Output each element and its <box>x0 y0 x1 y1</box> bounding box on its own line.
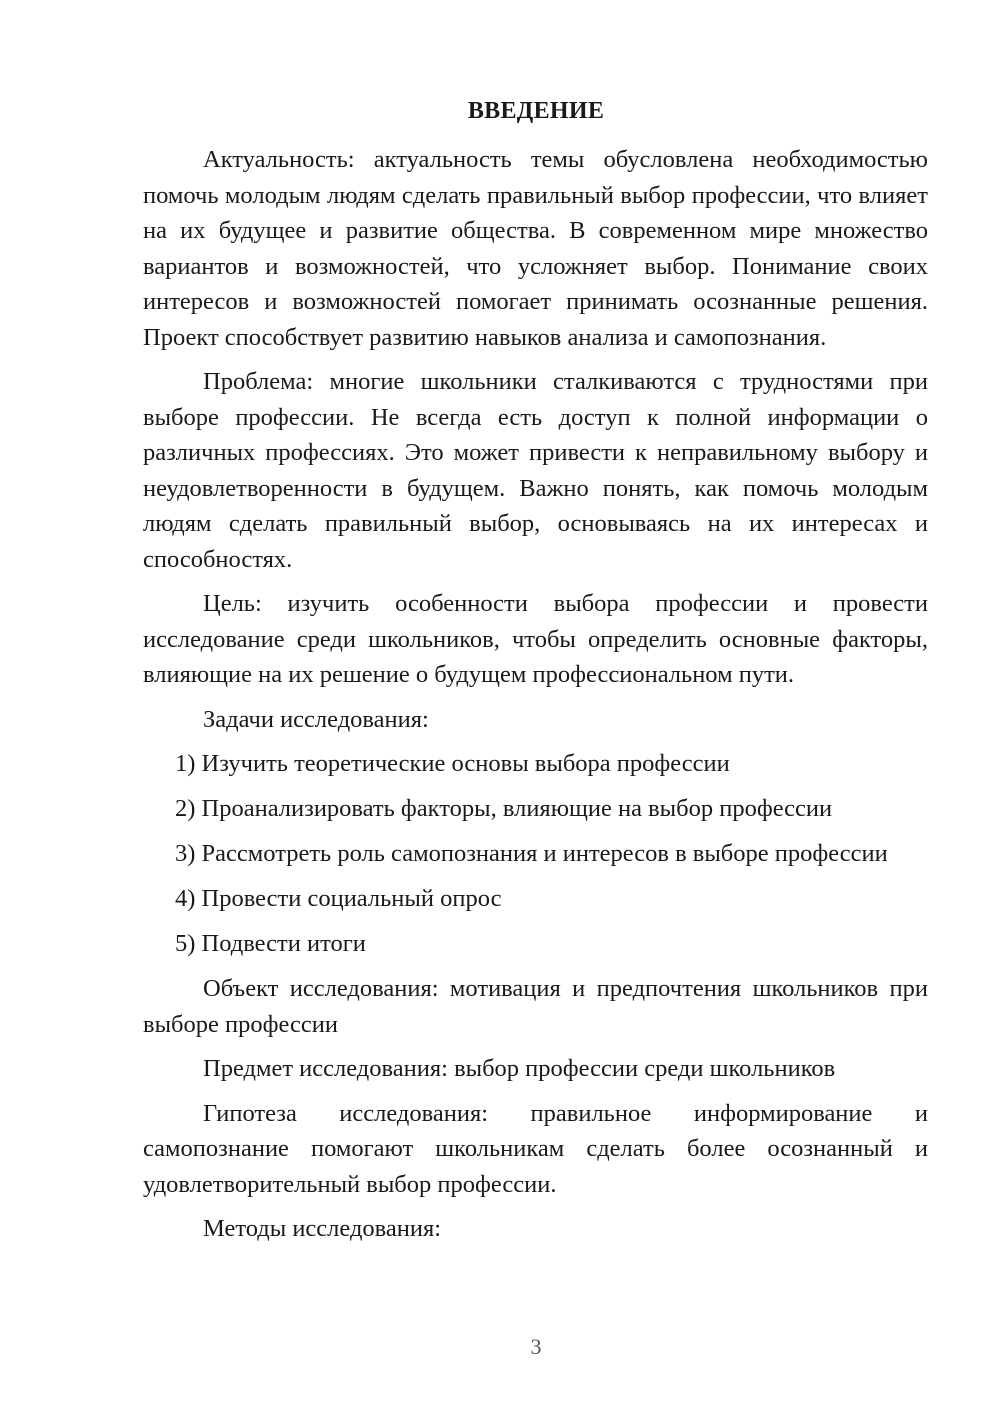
page-number: 3 <box>530 1334 542 1359</box>
paragraph-hypothesis: Гипотеза исследования: правильное информирование и самопознание помогают школьникам сделать более осознанный и удовлетворительный выбор профессии. <box>143 1099 928 1198</box>
page-title: ВВЕДЕНИЕ <box>467 98 605 124</box>
paragraph-goal: Цель: изучить особенности выбора профессии и провести исследование среди школьников, чтобы определить основные факторы, влияющие на их решение о будущем профессиональном пути. <box>143 590 928 688</box>
document-body <box>143 142 928 1256</box>
tasks-heading: Задачи исследования: <box>203 705 429 733</box>
task-item: 2) Проанализировать факторы, влияющие на выбор профессии <box>175 795 833 822</box>
task-item: 5) Подвести итоги <box>175 930 366 957</box>
task-item: 1) Изучить теоретические основы выбора профессии <box>175 750 730 777</box>
methods-heading: Методы исследования: <box>203 1215 442 1242</box>
paragraph-problem: Проблема: многие школьники сталкиваются с трудностями при выборе профессии. Не всегда есть доступ к полной информации о различных профессиях. Это может привести к неправильному выбору и неудовлетворенности в будущем. Важно понять, как помочь молодым людям сделать правильный выбор, основываясь на их интересах и способностях. <box>143 368 928 573</box>
task-item: 4) Провести социальный опрос <box>175 885 502 912</box>
paragraph-object: Объект исследования: мотивация и предпочтения школьников при выборе профессии <box>143 975 928 1038</box>
paragraph-relevance: Актуальность: актуальность темы обусловлена необходимостью помочь молодым людям сделать правильный выбор профессии, что влияет на их будущее и развитие общества. В современном мире множество вариантов и возможностей, что усложняет выбор. Понимание своих интересов и возможностей помогает принимать осознанные решения. Проект способствует развитию навыков анализа и самопознания. <box>143 146 928 351</box>
paragraph-subject: Предмет исследования: выбор профессии среди школьников <box>203 1055 836 1082</box>
task-item: 3) Рассмотреть роль самопознания и интересов в выборе профессии <box>175 840 888 867</box>
tasks-list <box>143 746 928 962</box>
